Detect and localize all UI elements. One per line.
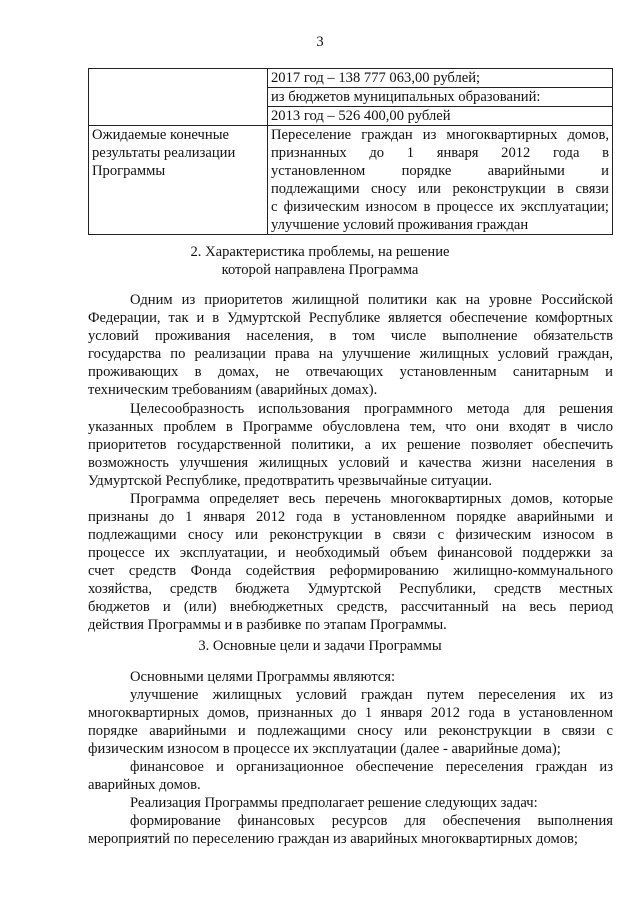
table-cell-empty (89, 69, 268, 126)
text-line: финансовое и организационное обеспечение переселения граждан из (130, 759, 613, 775)
result-line: Переселение граждан из многоквартирных домов, (271, 127, 609, 143)
text-line: аварийных домов. (88, 777, 201, 793)
text-line: бюджетов и (или) внебюджетных средств, рассчитанный на весь период (88, 599, 613, 615)
text-line: указанных проблем в Программе обусловлена тем, что они входят в число (88, 419, 613, 435)
result-line: подлежащими сносу или реконструкции в связи (271, 181, 609, 197)
text-line: государства по реализации права на улучшение жилищных условий граждан, (88, 346, 613, 362)
text-line: Основными целями Программы являются: (130, 669, 396, 685)
table-row-expected-results (89, 126, 613, 235)
table-cell-financing (268, 69, 613, 126)
section-2-paragraph-1 (88, 291, 613, 399)
financing-line: 2013 год – 526 400,00 рублей (271, 108, 451, 124)
text-line: действия Программы и в разбивке по этапам Программы. (88, 617, 447, 633)
text-line: Реализация Программы предполагает решение следующих задач: (130, 795, 538, 811)
text-line: счет средств Фонда содействия реформированию жилищно-коммунального (88, 563, 613, 579)
section-3-paragraph-2 (88, 686, 613, 758)
result-line: улучшение условий проживания граждан (271, 217, 529, 233)
result-line: установленном порядке аварийными и (271, 163, 609, 179)
table-row-financing (89, 69, 613, 126)
section-3-heading (0, 637, 640, 655)
text-line: подлежащими сносу или реконструкции в связи с физическим износом в (88, 527, 613, 543)
text-line: признаны до 1 января 2012 года в установленном порядке аварийными и (88, 509, 613, 525)
text-line: Одним из приоритетов жилищной политики как на уровне Российской (130, 292, 613, 308)
text-line: хозяйства, средств бюджета Удмуртской Республики, средств местных (88, 581, 613, 597)
text-line: улучшение жилищных условий граждан путем переселения их из (130, 687, 613, 703)
section-2-paragraph-3 (88, 490, 613, 634)
section-2-heading (0, 243, 640, 279)
section-3-paragraph-3 (88, 758, 613, 794)
section-2-paragraph-2 (88, 400, 613, 490)
text-line: порядке аварийными и подлежащими сносу или реконструкции в связи с (88, 723, 613, 739)
result-line: с физическим износом в процессе их эксплуатации; (271, 199, 609, 215)
text-line: многоквартирных домов, признанных до 1 января 2012 года в установленном (88, 705, 613, 721)
table-cell-expected-results-label (89, 126, 268, 235)
text-line: Федерации, так и в Удмуртской Республике является обеспечение комфортных (88, 310, 613, 326)
text-line: приоритетов государственной политики, а их решение позволяет обеспечить (88, 437, 613, 453)
text-line: мероприятий по переселению граждан из аварийных многоквартирных домов; (88, 831, 578, 847)
text-line: Удмуртской Республике, предотвратить чрезвычайные ситуации. (88, 473, 493, 489)
heading-line: которой направлена Программа (221, 262, 419, 278)
text-line: физическим износом в процессе их эксплуатации (далее - аварийные дома); (88, 741, 561, 757)
result-line: признанных до 1 января 2012 года в (271, 145, 609, 161)
text-line: формирование финансовых ресурсов для обеспечения выполнения (130, 813, 613, 829)
text-line: техническим требованиям (аварийных домах). (88, 382, 378, 398)
text-line: процессе их эксплуатации, и необходимый объем финансовой поддержки за (88, 545, 613, 561)
program-passport-table (88, 68, 613, 235)
text-line: условий проживания населения, в том числе выполнение обязательств (88, 328, 613, 344)
label-line: Программы (92, 163, 166, 179)
label-line: Ожидаемые конечные (92, 127, 229, 143)
text-line: Программа определяет весь перечень многоквартирных домов, которые (130, 491, 613, 507)
table-cell-expected-results-value (268, 126, 613, 235)
heading-line: 3. Основные цели и задачи Программы (198, 638, 442, 654)
text-line: возможность улучшения жилищных условий и качества жизни населения в (88, 455, 613, 471)
text-line: Целесообразность использования программного метода для решения (130, 401, 613, 417)
page-number: 3 (316, 34, 324, 50)
section-3-paragraph-5 (88, 812, 613, 848)
financing-line: 2017 год – 138 777 063,00 рублей; (268, 69, 612, 88)
heading-line: 2. Характеристика проблемы, на решение (190, 244, 450, 260)
section-3-paragraph-1 (88, 668, 613, 686)
text-line: проживающих в домах, не отвечающих установленным санитарным и (88, 364, 613, 380)
section-3-paragraph-4 (88, 794, 613, 812)
financing-line: из бюджетов муниципальных образований: (268, 88, 612, 107)
label-line: результаты реализации (92, 145, 236, 161)
